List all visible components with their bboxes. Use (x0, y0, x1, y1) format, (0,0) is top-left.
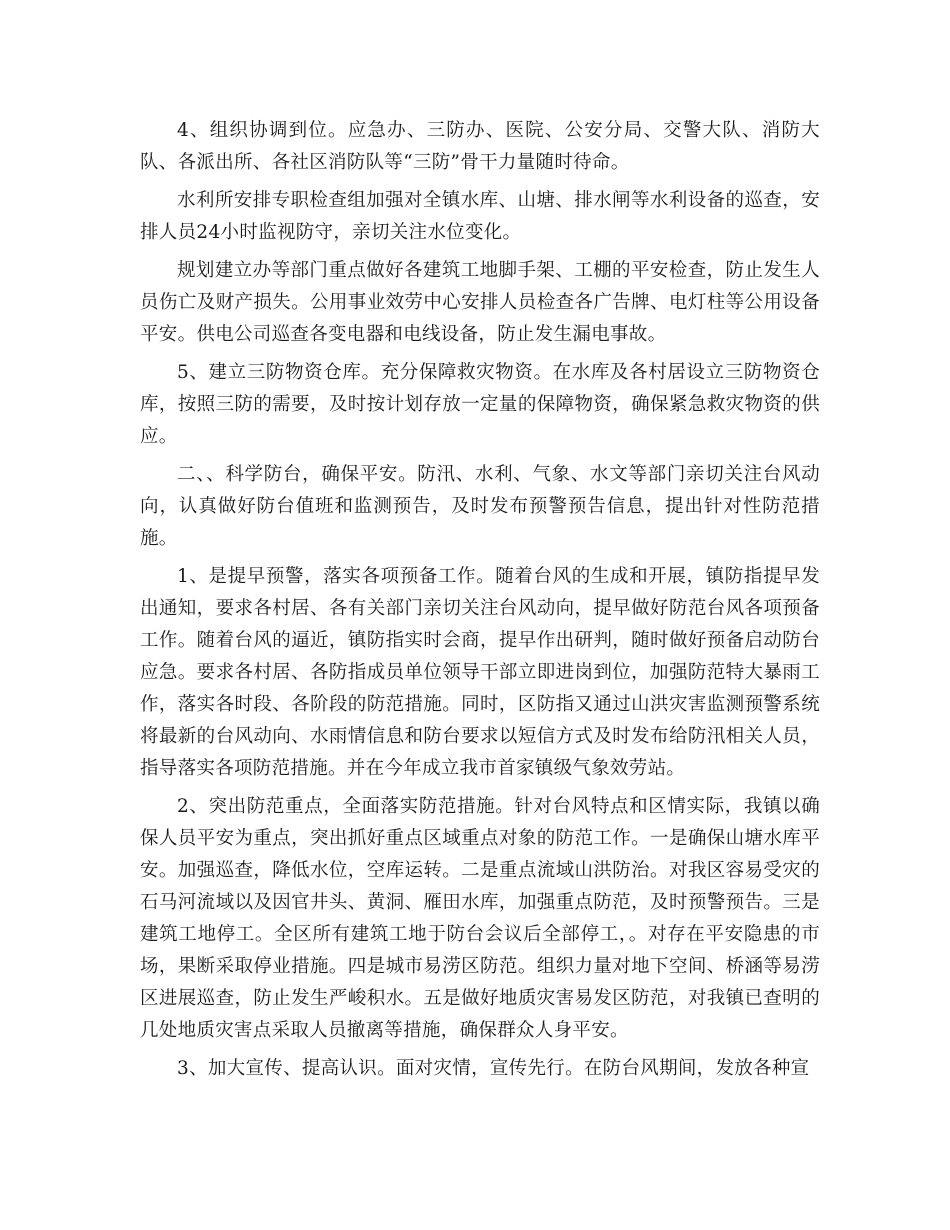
paragraph-publicity: 3、加大宣传、提高认识。面对灾情，宣传先行。在防台风期间，发放各种宣 (177, 1058, 810, 1079)
paragraph-emergency-coordination: 4、组织协调到位。应急办、三防办、医院、公安分局、交警大队、消防大队、各派出所、各社区消防队等“三防”骨干力量随时待命。 (140, 120, 820, 173)
paragraph-construction-safety: 规划建立办等部门重点做好各建筑工地脚手架、工棚的平安检查，防止发生人员伤亡及财产损失。公用事业效劳中心安排人员检查各广告牌、电灯柱等公用设备平安。供电公司巡查各变电器和电线设备，防止发生漏电事故。 (140, 260, 820, 345)
paragraph-supply-warehouse: 5、建立三防物资仓库。充分保障救灾物资。在水库及各村居设立三防物资仓库，按照三防的需要，及时按计划存放一定量的保障物资，确保紧急救灾物资的供应。 (140, 362, 820, 447)
paragraph-early-warning: 1、是提早预警，落实各项预备工作。随着台风的生成和开展，镇防指提早发出通知，要求各村居、各有关部门亲切关注台风动向，提早做好防范台风各项预备工作。随着台风的逼近，镇防指实时会商，提早作出研判，随时做好预备启动防台应急。要求各村居、各防指成员单位领导干部立即进岗到位，加强防范特大暴雨工作，落实各时段、各阶段的防范措施。同时，区防指又通过山洪灾害监测预警系统将最新的台风动向、水雨情信息和防台要求以短信方式及时发布给防汛相关人员，指导落实各项防范措施。并在今年成立我市首家镇级气象效劳站。 (140, 566, 820, 779)
document-body (140, 115, 820, 1091)
paragraph-scientific-typhoon-prevention: 二、、科学防台，确保平安。防汛、水利、气象、水文等部门亲切关注台风动向，认真做好防台值班和监测预告，及时发布预警预告信息，提出针对性防范措施。 (140, 464, 820, 549)
paragraph-water-patrol: 水利所安排专职检查组加强对全镇水库、山塘、排水闸等水利设备的巡查，安排人员24小时监视防守，亲切关注水位变化。 (140, 190, 820, 243)
paragraph-key-prevention: 2、突出防范重点，全面落实防范措施。针对台风特点和区情实际，我镇以确保人员平安为重点，突出抓好重点区域重点对象的防范工作。一是确保山塘水库平安。加强巡查，降低水位，空库运转。二是重点流域山洪防治。对我区容易受灾的石马河流域以及因官井头、黄洞、雁田水库，加强重点防范，及时预警预告。三是建筑工地停工。全区所有建筑工地于防台会议后全部停工，。对存在平安隐患的市场，果断采取停业措施。四是城市易涝区防范。组织力量对地下空间、桥涵等易涝区进展巡查，防止发生严峻积水。五是做好地质灾害易发区防范，对我镇已查明的几处地质灾害点采取人员撤离等措施，确保群众人身平安。 (140, 796, 820, 1041)
